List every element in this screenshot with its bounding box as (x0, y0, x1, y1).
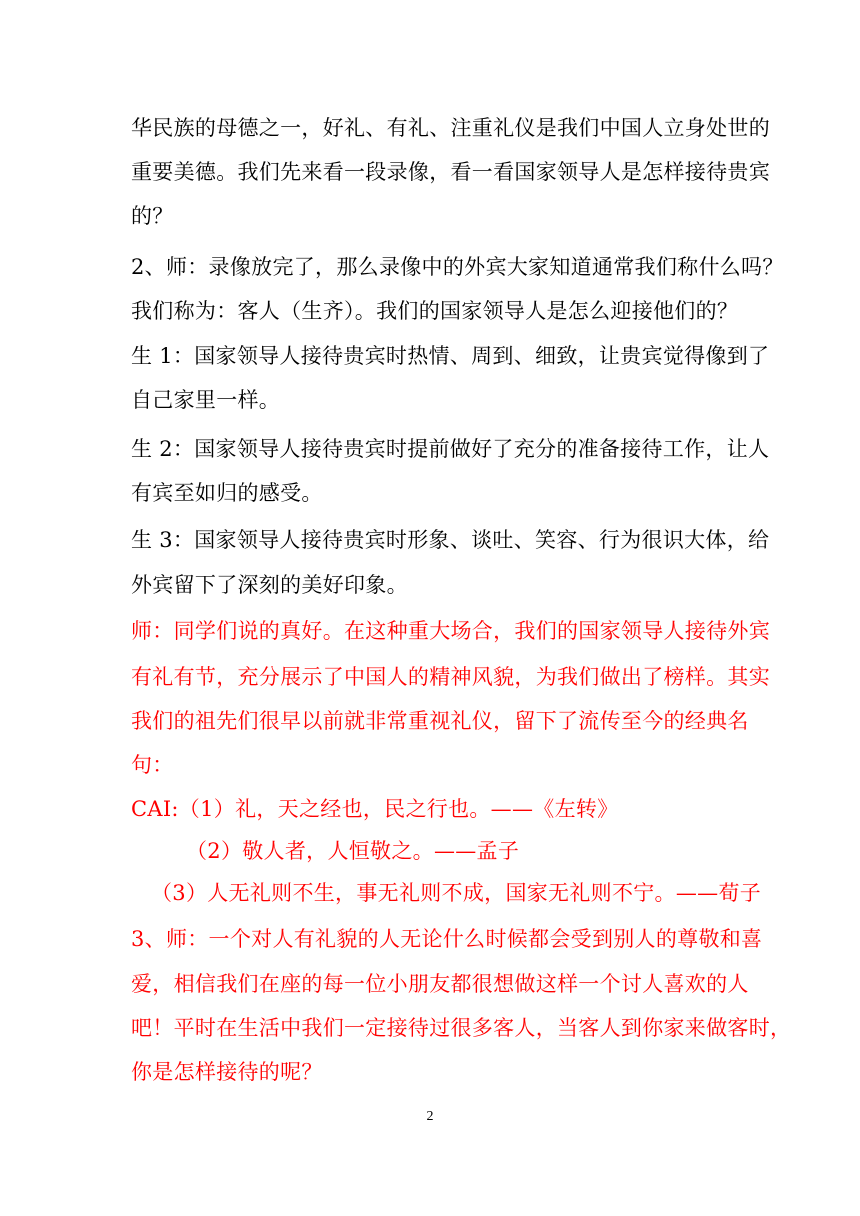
quote-line: （3）人无礼则不生，事无礼则不成，国家无礼则不宁。——荀子 (151, 881, 762, 905)
teacher-line: 3、师：一个对人有礼貌的人无论什么时候都会受到别人的尊敬和喜 (131, 927, 763, 951)
paragraph-line: 生 3：国家领导人接待贵宾时形象、谈吐、笑容、行为很识大体，给 (131, 528, 770, 552)
teacher-line: 吧！平时在生活中我们一定接待过很多客人，当客人到你家来做客时， (131, 1016, 792, 1040)
teacher-line: 句： (131, 753, 174, 777)
teacher-line: 你是怎样接待的呢？ (131, 1060, 323, 1084)
paragraph-line: 外宾留下了深刻的美好印象。 (131, 573, 408, 597)
teacher-line: 爱，相信我们在座的每一位小朋友都很想做这样一个讨人喜欢的人 (131, 972, 749, 996)
teacher-line: 师：同学们说的真好。在这种重大场合，我们的国家领导人接待外宾 (131, 619, 770, 643)
paragraph-line: 我们称为：客人（生齐）。我们的国家领导人是怎么迎接他们的？ (131, 299, 739, 323)
paragraph-line: 有宾至如归的感受。 (131, 481, 323, 505)
teacher-line: 有礼有节，充分展示了中国人的精神风貌，为我们做出了榜样。其实 (131, 665, 770, 689)
page-number: 2 (426, 1109, 434, 1124)
paragraph-line: 生 2：国家领导人接待贵宾时提前做好了充分的准备接待工作，让人 (131, 437, 770, 461)
quote-line: （2）敬人者，人恒敬之。——孟子 (186, 839, 520, 863)
paragraph-line: 的？ (131, 204, 174, 228)
paragraph-line: 2、师：录像放完了，那么录像中的外宾大家知道通常我们称什么吗？ (131, 255, 784, 279)
paragraph-line: 重要美德。我们先来看一段录像，看一看国家领导人是怎样接待贵宾 (131, 160, 770, 184)
paragraph-line: 生 1：国家领导人接待贵宾时热情、周到、细致，让贵宾觉得像到了 (131, 344, 770, 368)
teacher-line: 我们的祖先们很早以前就非常重视礼仪，留下了流传至今的经典名 (131, 709, 749, 733)
paragraph-line: 自己家里一样。 (131, 388, 281, 412)
paragraph-line: 华民族的母德之一，好礼、有礼、注重礼仪是我们中国人立身处世的 (131, 116, 770, 140)
quote-line: CAI:（1）礼，天之经也，民之行也。——《左转》 (131, 797, 619, 821)
